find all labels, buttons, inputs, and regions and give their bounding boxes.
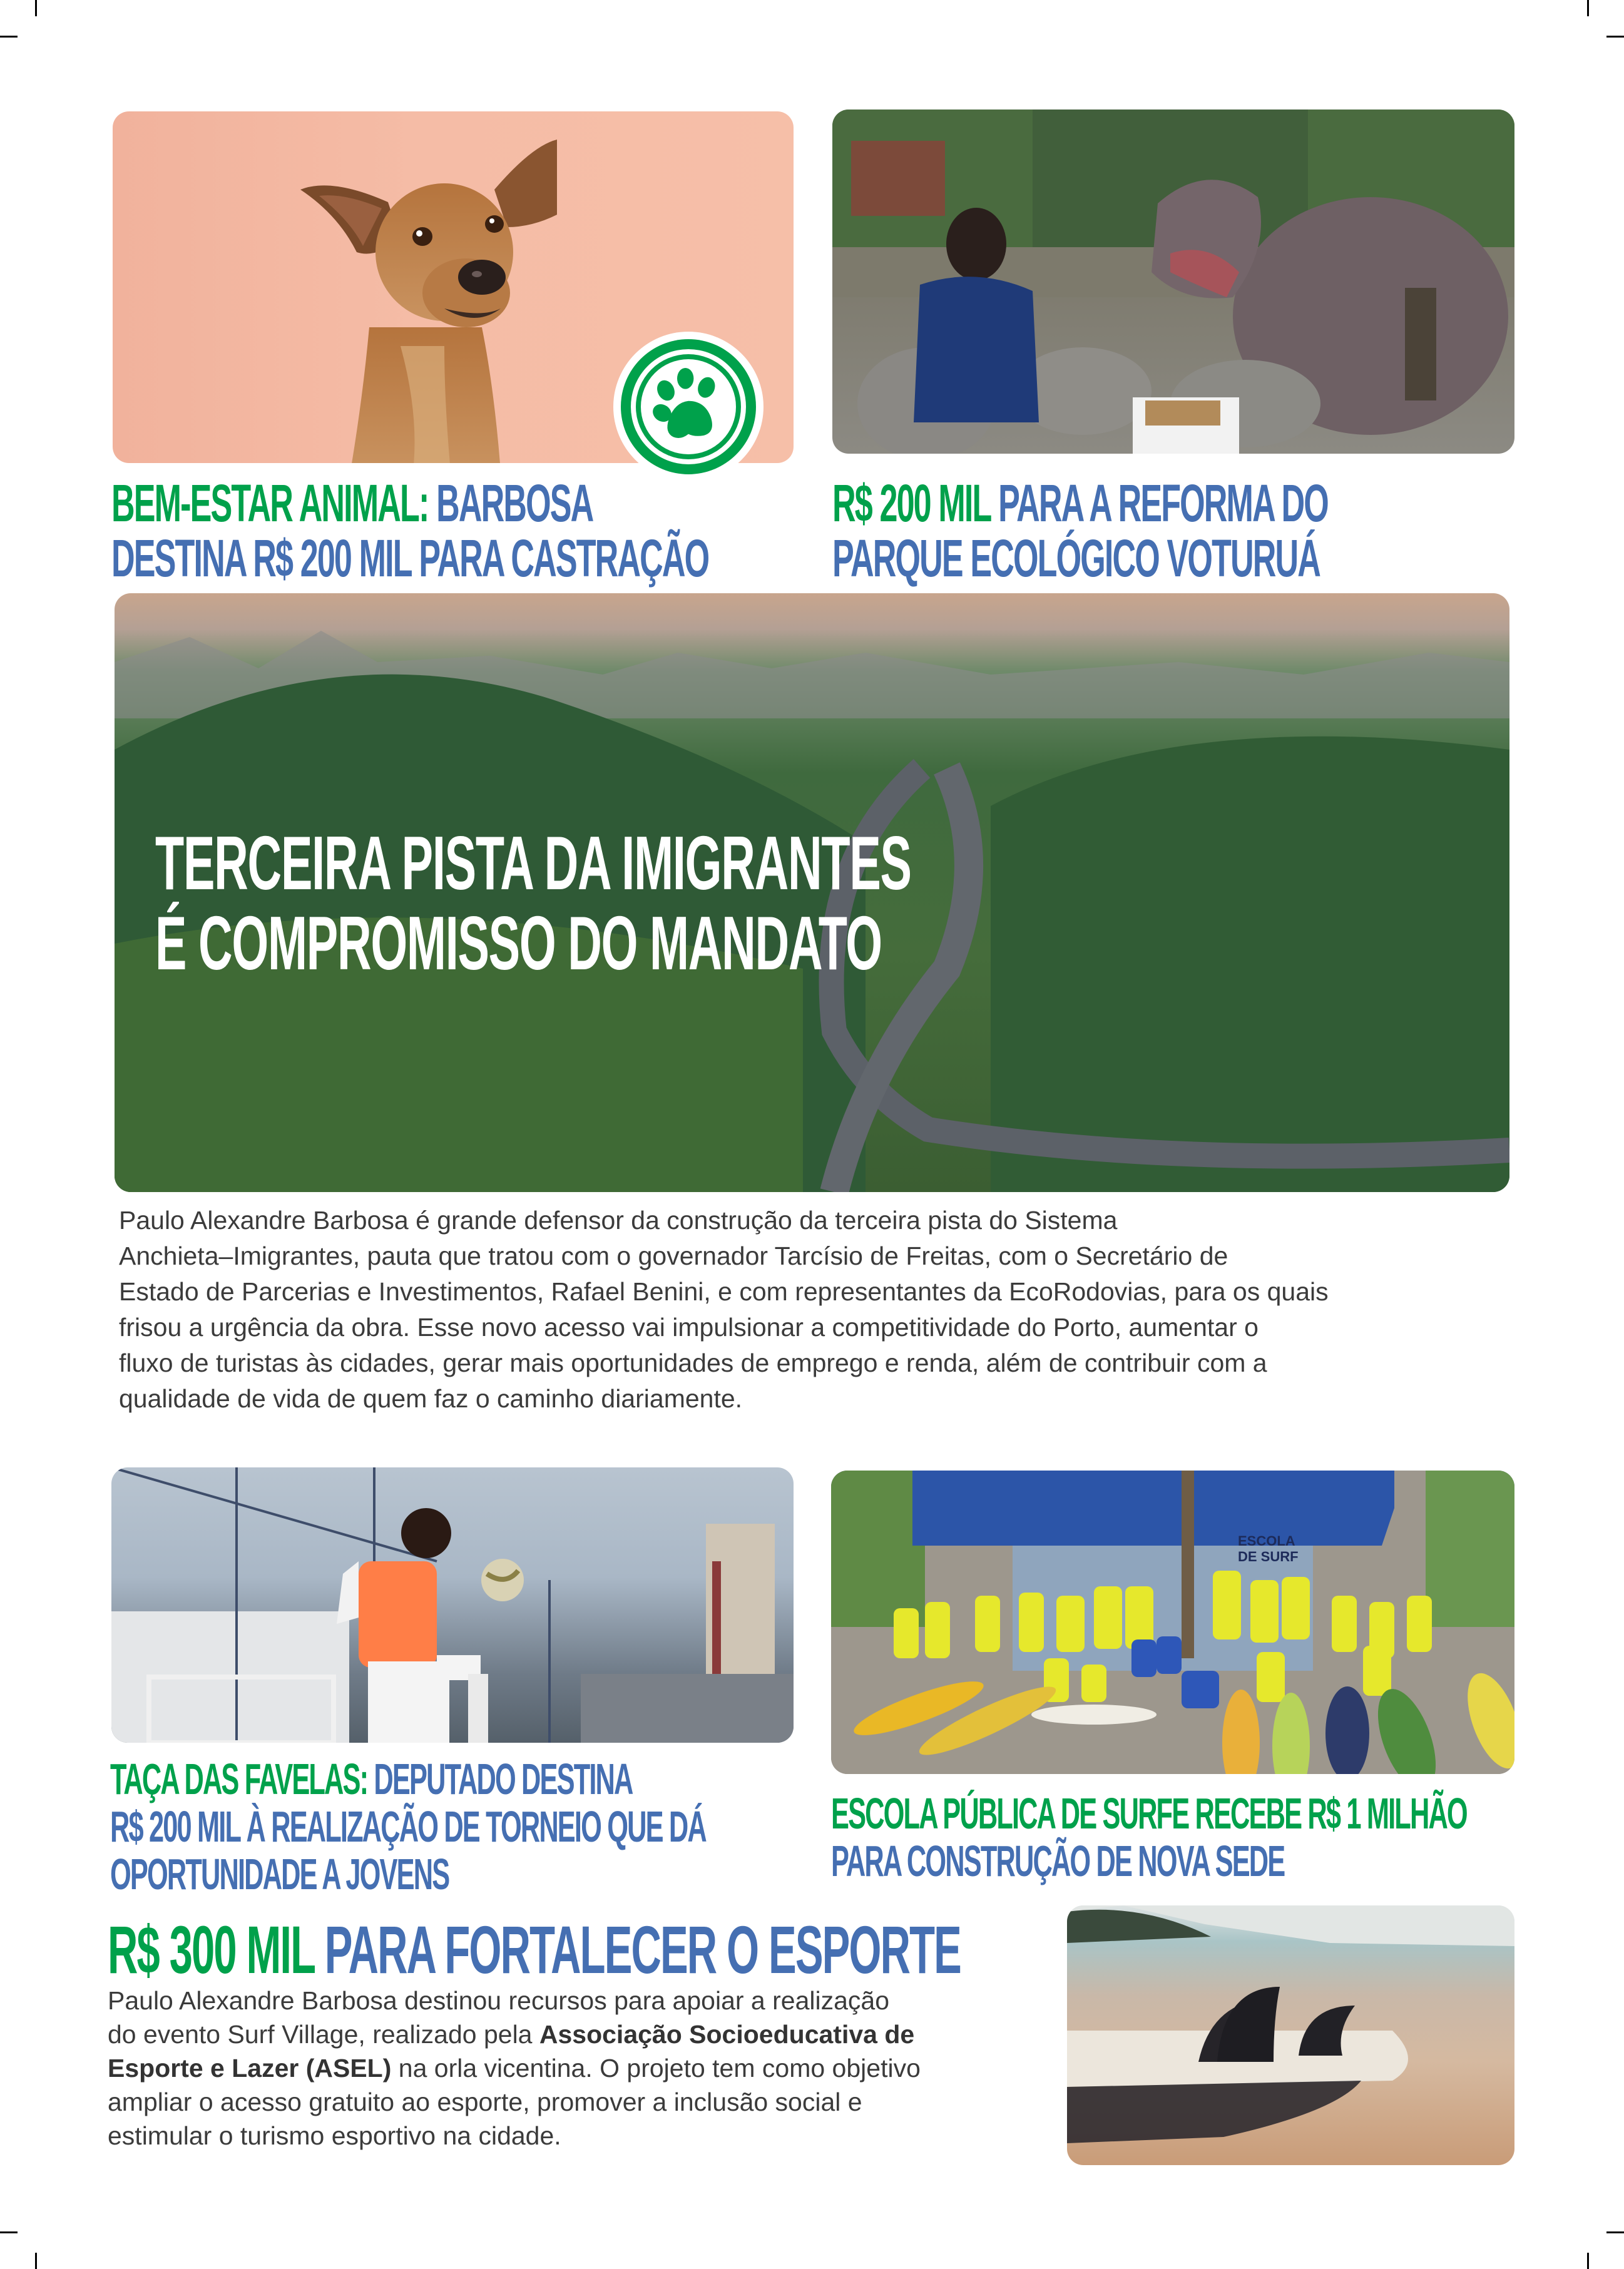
paragraph-line: Anchieta–Imigrantes, pauta que tratou com o governador Tarcísio de Freitas, com o Secretário de [119,1242,1228,1270]
soccer-scene [111,1467,794,1743]
headline-sport [108,1912,961,1987]
paragraph-line: Estado de Parcerias e Investimentos, Rafael Benini, e com representantes da EcoRodovias, para os quais [119,1277,1329,1306]
highway-overlay-title [155,820,911,986]
headline-green-part: BEM-ESTAR ANIMAL: [111,474,429,533]
headline-blue-line: R$ 200 MIL À REALIZAÇÃO DE TORNEIO QUE DÁ [110,1802,706,1851]
headline-ecological-park [832,474,1328,588]
headline-blue-line: OPORTUNIDADE A JOVENS [110,1850,449,1899]
crop-mark [0,2231,18,2233]
crop-mark [1606,36,1624,38]
paragraph-text: do evento Surf Village, realizado pela [108,2020,539,2049]
crop-mark [1587,0,1589,16]
headline-blue-part: BARBOSA [436,474,593,533]
headline-green-part: R$ 300 MIL [108,1912,315,1987]
paragraph-line: estimular o turismo esportivo na cidade. [108,2121,561,2150]
crop-mark [1606,2231,1624,2233]
overlay-line-2: É COMPROMISSO DO MANDATO [155,900,882,986]
paragraph-text: na orla vicentina. O projeto tem como objetivo [391,2054,921,2083]
svg-text:DE SURF: DE SURF [1238,1549,1299,1564]
headline-favelas-cup [110,1755,706,1898]
highway-photo [115,593,1509,1192]
overlay-line-1: TERCEIRA PISTA DA IMIGRANTES [155,820,911,905]
escola-de-surf-sign: ESCOLA [1238,1533,1295,1549]
headline-green-line: ESCOLA PÚBLICA DE SURFE RECEBE R$ 1 MILHÃO [831,1789,1467,1838]
dog-illustration [207,121,645,463]
sport-paragraph [108,1984,921,2153]
headline-animal-welfare [111,474,709,588]
paragraph-line: fluxo de turistas às cidades, gerar mais oportunidades de emprego e renda, além de contribuir com a [119,1349,1267,1377]
surf-school-scene [831,1471,1514,1774]
paw-icon [651,368,726,443]
headline-green-part: R$ 200 MIL [832,474,991,533]
asel-name-bold: Esporte e Lazer (ASEL) [108,2054,392,2083]
headline-surf-school [831,1790,1467,1885]
paragraph-line: Paulo Alexandre Barbosa destinou recursos para apoiar a realização [108,1986,889,2015]
crop-mark [35,2253,37,2269]
headline-blue-part: PARA FORTALECER O ESPORTE [324,1912,961,1987]
crop-mark [0,36,18,38]
crop-mark [1587,2253,1589,2269]
headline-green-part: TAÇA DAS FAVELAS: [110,1755,368,1803]
surfboard-fins-photo [1067,1905,1514,2165]
paw-badge [613,332,763,482]
surf-school-photo [831,1471,1514,1774]
headline-blue-part: PARA A REFORMA DO [998,474,1328,533]
paragraph-line: ampliar o acesso gratuito ao esporte, promover a inclusão social e [108,2088,862,2116]
highway-paragraph [119,1203,1329,1417]
headline-blue-part: DEPUTADO DESTINA [374,1755,633,1803]
headline-blue-line: PARA CONSTRUÇÃO DE NOVA SEDE [831,1837,1285,1885]
paragraph-line: frisou a urgência da obra. Esse novo acesso vai impulsionar a competitividade do Porto, aumentar o [119,1313,1259,1342]
headline-blue-line: DESTINA R$ 200 MIL PARA CASTRAÇÃO [111,529,709,588]
paragraph-line [108,2017,921,2051]
asel-name-bold: Associação Socioeducativa de [539,2020,915,2049]
soccer-photo [111,1467,794,1743]
headline-blue-line: PARQUE ECOLÓGICO VOTURUÁ [832,529,1320,588]
hippo-scene [832,110,1514,454]
paragraph-line: Paulo Alexandre Barbosa é grande defensor da construção da terceira pista do Sistema [119,1206,1118,1235]
paragraph-line: qualidade de vida de quem faz o caminho diariamente. [119,1384,743,1413]
paragraph-line [108,2051,921,2085]
crop-mark [35,0,37,16]
hippo-photo [832,110,1514,454]
fins-scene [1067,1905,1514,2165]
